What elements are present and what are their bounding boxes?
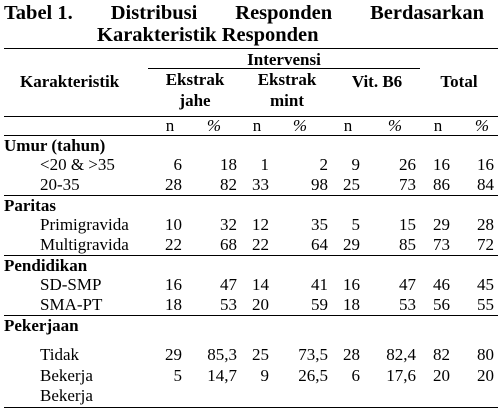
table-cell: 29 (433, 215, 450, 234)
row-label: 20-35 (40, 175, 80, 194)
table-cell: 28 (165, 175, 182, 194)
table-cell: 6 (351, 366, 360, 385)
table-cell: 15 (399, 215, 416, 234)
table-cell: 29 (165, 345, 182, 364)
table-cell: 28 (343, 345, 360, 364)
table-cell: 53 (220, 295, 237, 314)
table-cell: 41 (311, 275, 328, 294)
title-word: Responden (235, 2, 333, 24)
header-n: n (165, 116, 175, 135)
header-ekstrak-mint-1: Ekstrak (257, 70, 317, 89)
table-cell: 86 (433, 175, 450, 194)
table-cell: 53 (399, 295, 416, 314)
header-pct: % (387, 116, 403, 135)
table-cell: 9 (260, 366, 269, 385)
table-cell: 20 (252, 295, 269, 314)
table-cell: 20 (433, 366, 450, 385)
table-cell: 16 (433, 155, 450, 174)
table-cell: 32 (220, 215, 237, 234)
table-cell: 26,5 (298, 366, 328, 385)
table-cell: 29 (343, 235, 360, 254)
table-label: Tabel 1. (4, 2, 73, 24)
table-cell: 47 (399, 275, 416, 294)
row-label: <20 & >35 (40, 155, 115, 174)
table-cell: 82 (220, 175, 237, 194)
table-cell: 1 (260, 155, 269, 174)
table-cell: 6 (173, 155, 182, 174)
table-cell: 80 (477, 345, 494, 364)
group-title-umur: Umur (tahun) (4, 136, 106, 155)
table-cell: 84 (477, 175, 494, 194)
row-label: Bekerja (40, 386, 93, 405)
table-cell: 18 (220, 155, 237, 174)
header-n: n (433, 116, 443, 135)
row-label: Tidak (40, 345, 80, 364)
header-n: n (343, 116, 353, 135)
table-cell: 17,6 (386, 366, 416, 385)
table-cell: 2 (319, 155, 328, 174)
row-label: SMA-PT (40, 295, 103, 314)
table-cell: 56 (433, 295, 450, 314)
group-title-paritas: Paritas (4, 196, 56, 215)
table-cell: 20 (477, 366, 494, 385)
header-total: Total (440, 72, 478, 91)
header-pct: % (474, 116, 490, 135)
table-cell: 5 (351, 215, 360, 234)
table-cell: 9 (351, 155, 360, 174)
table-bottom-rule (4, 407, 498, 408)
table-top-rule (4, 48, 498, 49)
table-cell: 16 (165, 275, 182, 294)
table-cell: 26 (399, 155, 416, 174)
table-cell: 73 (433, 235, 450, 254)
header-pct: % (206, 116, 222, 135)
header-vit-b6: Vit. B6 (351, 72, 403, 91)
table-cell: 22 (252, 235, 269, 254)
table-cell: 22 (165, 235, 182, 254)
table-cell: 14,7 (207, 366, 237, 385)
table-cell: 33 (252, 175, 269, 194)
title-word: Distribusi (110, 2, 198, 24)
table-cell: 12 (252, 215, 269, 234)
header-n: n (252, 116, 262, 135)
table-cell: 55 (477, 295, 494, 314)
table-cell: 18 (165, 295, 182, 314)
table-cell: 82,4 (386, 345, 416, 364)
table-cell: 10 (165, 215, 182, 234)
title-word: Berdasarkan (370, 2, 484, 24)
table-cell: 73 (399, 175, 416, 194)
group-rule (4, 195, 498, 196)
table-cell: 98 (311, 175, 328, 194)
table-cell: 59 (311, 295, 328, 314)
table-cell: 16 (343, 275, 360, 294)
row-label: Primigravida (40, 215, 129, 234)
table-cell: 85,3 (207, 345, 237, 364)
table-cell: 45 (477, 275, 494, 294)
group-title-pendidikan: Pendidikan (4, 256, 88, 275)
header-pct: % (292, 116, 308, 135)
table-cell: 72 (477, 235, 494, 254)
header-ekstrak-jahe-1: Ekstrak (165, 70, 225, 89)
table-cell: 18 (343, 295, 360, 314)
table-cell: 82 (433, 345, 450, 364)
table-cell: 85 (399, 235, 416, 254)
row-label: Multigravida (40, 235, 129, 254)
table-cell: 14 (252, 275, 269, 294)
table-cell: 35 (311, 215, 328, 234)
table-cell: 73,5 (298, 345, 328, 364)
table-title (4, 2, 498, 46)
table-cell: 46 (433, 275, 450, 294)
table-cell: 68 (220, 235, 237, 254)
row-label: Bekerja (40, 366, 93, 385)
table-cell: 5 (173, 366, 182, 385)
table-cell: 25 (343, 175, 360, 194)
table-cell: 47 (220, 275, 237, 294)
header-karakteristik: Karakteristik (20, 72, 120, 91)
header-intervensi: Intervensi (247, 50, 321, 69)
table-cell: 64 (311, 235, 328, 254)
table-cell: 16 (477, 155, 494, 174)
table-cell: 25 (252, 345, 269, 364)
group-title-pekerjaan: Pekerjaan (4, 316, 79, 335)
header-ekstrak-mint-2: mint (270, 91, 304, 110)
row-label: SD-SMP (40, 275, 102, 294)
header-ekstrak-jahe-2: jahe (179, 91, 211, 110)
table-cell: 28 (477, 215, 494, 234)
title-line-2: Karakteristik Responden (97, 24, 319, 46)
